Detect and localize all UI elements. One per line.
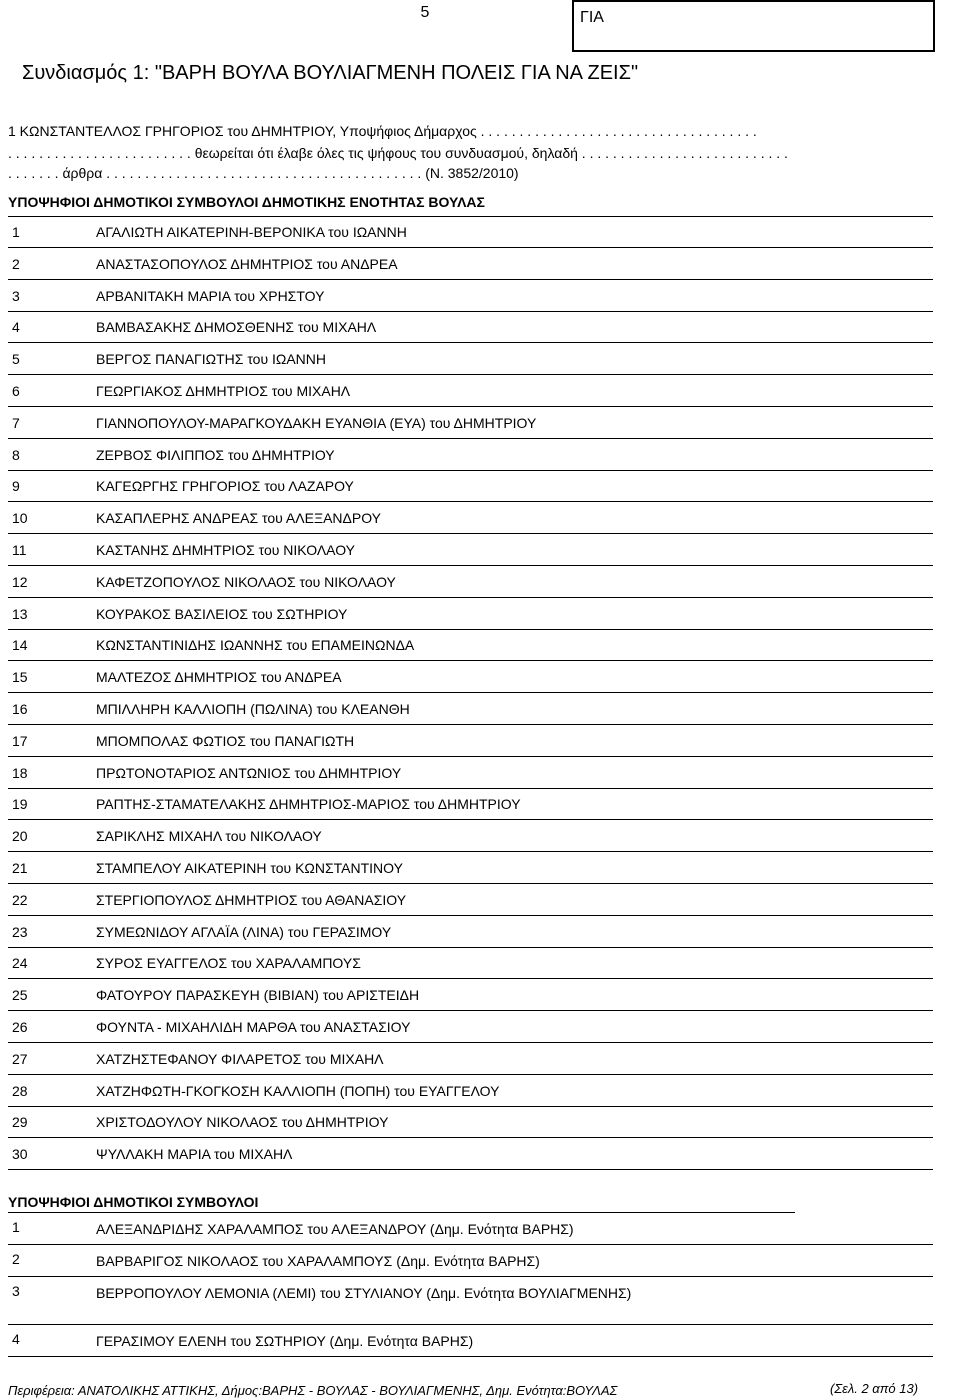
candidate-row: [8, 1138, 933, 1170]
candidate-row: [8, 470, 933, 502]
candidate-number: 2: [12, 255, 20, 272]
candidate-name: ΑΛΕΞΑΝΔΡΙΔΗΣ ΧΑΡΑΛΑΜΠΟΣ του ΑΛΕΞΑΝΔΡΟΥ (Δημ. Ενότητα ΒΑΡΗΣ): [96, 1221, 574, 1237]
candidate-number: 20: [12, 828, 28, 845]
candidate-name: ΦΑΤΟΥΡΟΥ ΠΑΡΑΣΚΕΥΗ (ΒΙΒΙΑΝ) του ΑΡΙΣΤΕΙΔΗ: [96, 987, 420, 1004]
candidate-number: 26: [12, 1019, 28, 1035]
candidate-number: 16: [12, 701, 28, 717]
candidate-name: ΣΤΕΡΓΙΟΠΟΥΛΟΣ ΔΗΜΗΤΡΙΟΣ του ΑΘΑΝΑΣΙΟΥ: [96, 891, 407, 908]
candidate-name: ΒΕΡΡΟΠΟΥΛΟΥ ΛΕΜΟΝΙΑ (ΛΕΜΙ) του ΣΤΥΛΙΑΝΟΥ (Δημ. Ενότητα ΒΟΥΛΙΑΓΜΕΝΗΣ): [96, 1285, 632, 1301]
candidate-name: ΨΥΛΛΑΚΗ ΜΑΡΙΑ του ΜΙΧΑΗΛ: [96, 1146, 293, 1163]
candidate-name: ΣΥΜΕΩΝΙΔΟΥ ΑΓΛΑΪΑ (ΛΙΝΑ) του ΓΕΡΑΣΙΜΟΥ: [96, 923, 392, 940]
candidate-name: ΚΑΣΤΑΝΗΣ ΔΗΜΗΤΡΙΟΣ του ΝΙΚΟΛΑΟΥ: [96, 542, 355, 558]
candidate-row: [8, 757, 933, 789]
candidate-row: [8, 280, 933, 312]
candidate-number: 1: [12, 224, 20, 240]
candidate-name: ΣΥΡΟΣ ΕΥΑΓΓΕΛΟΣ του ΧΑΡΑΛΑΜΠΟΥΣ: [96, 955, 361, 972]
candidate-number: 6: [12, 383, 20, 399]
candidate-number: 4: [12, 1331, 20, 1347]
candidate-row: [8, 693, 933, 725]
candidate-number: 27: [12, 1050, 28, 1067]
candidate-row: [8, 1075, 933, 1107]
candidate-name: ΚΟΥΡΑΚΟΣ ΒΑΣΙΛΕΙΟΣ του ΣΩΤΗΡΙΟΥ: [96, 605, 348, 622]
candidate-number: 4: [12, 319, 20, 336]
candidate-row: [8, 375, 933, 407]
mayor-article-line: . . . . . . . άρθρα . . . . . . . . . . . . . . . . . . . . . . . . . . . . . . . . . . . . . . . . . (Ν. 3852/2010): [8, 165, 519, 181]
candidate-row: [8, 1277, 933, 1325]
candidate-name: ΖΕΡΒΟΣ ΦΙΛΙΠΠΟΣ του ΔΗΜΗΤΡΙΟΥ: [96, 446, 335, 463]
candidate-row: [8, 1325, 933, 1357]
candidate-name: ΒΕΡΓΟΣ ΠΑΝΑΓΙΩΤΗΣ του ΙΩΑΝΝΗ: [96, 351, 327, 368]
candidate-number: 7: [12, 414, 20, 431]
candidate-row: [8, 788, 933, 820]
candidate-name: ΧΑΤΖΗΦΩΤΗ-ΓΚΟΓΚΟΣΗ ΚΑΛΛΙΟΠΗ (ΠΟΠΗ) του ΕΥΑΓΓΕΛΟΥ: [96, 1082, 500, 1099]
candidate-number: 29: [12, 1114, 28, 1131]
candidate-number: 24: [12, 955, 28, 972]
candidate-name: ΒΑΜΒΑΣΑΚΗΣ ΔΗΜΟΣΘΕΝΗΣ του ΜΙΧΑΗΛ: [96, 319, 377, 336]
candidate-row: [8, 439, 933, 471]
candidate-number: 23: [12, 923, 28, 940]
footer-page-number: (Σελ. 2 από 13): [830, 1381, 919, 1396]
candidate-name: ΒΑΡΒΑΡΙΓΟΣ ΝΙΚΟΛΑΟΣ του ΧΑΡΑΛΑΜΠΟΥΣ (Δημ. Ενότητα ΒΑΡΗΣ): [96, 1253, 540, 1269]
candidate-row: [8, 852, 933, 884]
candidate-name: ΓΙΑΝΝΟΠΟΥΛΟΥ-ΜΑΡΑΓΚΟΥΔΑΚΗ ΕΥΑΝΘΙΑ (ΕΥΑ) του ΔΗΜΗΤΡΙΟΥ: [96, 414, 537, 431]
candidate-row: [8, 1245, 933, 1277]
candidate-row: [8, 979, 933, 1011]
candidate-row: [8, 820, 933, 852]
page-number: 5: [420, 4, 430, 21]
candidate-name: ΚΑΦΕΤΖΟΠΟΥΛΟΣ ΝΙΚΟΛΑΟΣ του ΝΙΚΟΛΑΟΥ: [96, 573, 396, 590]
candidate-row: [8, 407, 933, 439]
candidate-number: 22: [12, 891, 28, 908]
candidate-row: [8, 916, 933, 948]
candidate-number: 9: [12, 478, 20, 495]
candidate-number: 15: [12, 669, 28, 686]
candidate-row: [8, 248, 933, 280]
candidate-number: 11: [12, 542, 27, 558]
candidate-number: 28: [12, 1082, 28, 1099]
candidate-row: [8, 1106, 933, 1138]
candidate-name: ΑΝΑΣΤΑΣΟΠΟΥΛΟΣ ΔΗΜΗΤΡΙΟΣ του ΑΝΔΡΕΑ: [96, 255, 398, 272]
candidate-row: [8, 725, 933, 757]
candidate-row: [8, 311, 933, 343]
row-divider: [8, 1169, 933, 1170]
candidate-number: 25: [12, 987, 28, 1004]
candidate-number: 1: [12, 1219, 20, 1235]
candidate-name: ΣΑΡΙΚΛΗΣ ΜΙΧΑΗΛ του ΝΙΚΟΛΑΟΥ: [96, 828, 322, 845]
candidate-number: 17: [12, 732, 28, 749]
candidate-name: ΜΠΙΛΛΗΡΗ ΚΑΛΛΙΟΠΗ (ΠΩΛΙΝΑ) του ΚΛΕΑΝΘΗ: [96, 701, 410, 717]
mayor-line: 1 ΚΩΝΣΤΑΝΤΕΛΛΟΣ ΓΡΗΓΟΡΙΟΣ του ΔΗΜΗΤΡΙΟΥ, Υποψήφιος Δήμαρχος . . . . . . . . . . . . . . . . . . . . . . . . . . . . . . . . . . . .: [8, 123, 757, 139]
candidate-number: 13: [12, 605, 28, 622]
candidate-name: ΦΟΥΝΤΑ - ΜΙΧΑΗΛΙΔΗ ΜΑΡΘΑ του ΑΝΑΣΤΑΣΙΟΥ: [96, 1019, 411, 1035]
candidate-name: ΚΑΣΑΠΛΕΡΗΣ ΑΝΔΡΕΑΣ του ΑΛΕΞΑΝΔΡΟΥ: [96, 510, 381, 527]
candidate-row: [8, 629, 933, 661]
candidate-number: 14: [12, 637, 28, 654]
candidate-row: [8, 343, 933, 375]
stamp-text: ΓΙΑ: [580, 9, 604, 26]
candidate-name: ΜΑΛΤΕΖΟΣ ΔΗΜΗΤΡΙΟΣ του ΑΝΔΡΕΑ: [96, 669, 342, 686]
candidate-name: ΚΩΝΣΤΑΝΤΙΝΙΔΗΣ ΙΩΑΝΝΗΣ του ΕΠΑΜΕΙΝΩΝΔΑ: [96, 637, 415, 654]
candidate-row: [8, 598, 933, 630]
footer-region: Περιφέρεια: ΑΝΑΤΟΛΙΚΗΣ ΑΤΤΙΚΗΣ, Δήμος:ΒΑΡΗΣ - ΒΟΥΛΑΣ - ΒΟΥΛΙΑΓΜΕΝΗΣ, Δημ. Ενότητα:ΒΟΥΛΑΣ: [8, 1383, 618, 1398]
row-divider: [8, 1356, 933, 1357]
stamp-box: [572, 0, 935, 52]
candidate-row: [8, 661, 933, 693]
candidate-number: 5: [12, 351, 20, 368]
candidate-number: 3: [12, 1283, 20, 1299]
candidate-name: ΧΡΙΣΤΟΔΟΥΛΟΥ ΝΙΚΟΛΑΟΣ του ΔΗΜΗΤΡΙΟΥ: [96, 1114, 389, 1131]
candidate-name: ΧΑΤΖΗΣΤΕΦΑΝΟΥ ΦΙΛΑΡΕΤΟΣ του ΜΙΧΑΗΛ: [96, 1050, 384, 1067]
candidate-name: ΚΑΓΕΩΡΓΗΣ ΓΡΗΓΟΡΙΟΣ του ΛΑΖΑΡΟΥ: [96, 478, 354, 495]
candidate-name: ΜΠΟΜΠΟΛΑΣ ΦΩΤΙΟΣ του ΠΑΝΑΓΙΩΤΗ: [96, 732, 355, 749]
candidate-name: ΑΓΑΛΙΩΤΗ ΑΙΚΑΤΕΡΙΝΗ-ΒΕΡΟΝΙΚΑ του ΙΩΑΝΝΗ: [96, 224, 407, 240]
coalition-title: Συνδιασμός 1: "ΒΑΡΗ ΒΟΥΛΑ ΒΟΥΛΙΑΓΜΕΝΗ ΠΟΛΕΙΣ ΓΙΑ ΝΑ ΖΕΙΣ": [22, 62, 639, 84]
section-title-voula: ΥΠΟΨΗΦΙΟΙ ΔΗΜΟΤΙΚΟΙ ΣΥΜΒΟΥΛΟΙ ΔΗΜΟΤΙΚΗΣ ΕΝΟΤΗΤΑΣ ΒΟΥΛΑΣ: [8, 194, 485, 210]
candidate-number: 19: [12, 796, 28, 813]
candidate-row: [8, 1043, 933, 1075]
candidate-name: ΡΑΠΤΗΣ-ΣΤΑΜΑΤΕΛΑΚΗΣ ΔΗΜΗΤΡΙΟΣ-ΜΑΡΙΟΣ του ΔΗΜΗΤΡΙΟΥ: [96, 796, 521, 813]
mayor-note-line: . . . . . . . . . . . . . . . . . . . . . . . . θεωρείται ότι έλαβε όλες τις ψήφους του συνδυασμού, δηλαδή . . . . . . . . . . . . . . . . . . . . . . . . . . .: [8, 145, 788, 161]
candidate-number: 2: [12, 1251, 20, 1267]
candidate-name: ΣΤΑΜΠΕΛΟΥ ΑΙΚΑΤΕΡΙΝΗ του ΚΩΝΣΤΑΝΤΙΝΟΥ: [96, 860, 403, 876]
candidate-number: 3: [12, 287, 20, 304]
candidate-name: ΓΕΡΑΣΙΜΟΥ ΕΛΕΝΗ του ΣΩΤΗΡΙΟΥ (Δημ. Ενότητα ΒΑΡΗΣ): [96, 1333, 474, 1349]
candidate-name: ΠΡΩΤΟΝΟΤΑΡΙΟΣ ΑΝΤΩΝΙΟΣ του ΔΗΜΗΤΡΙΟΥ: [96, 764, 402, 781]
candidate-row: [8, 566, 933, 598]
candidate-name: ΑΡΒΑΝΙΤΑΚΗ ΜΑΡΙΑ του ΧΡΗΣΤΟΥ: [96, 287, 325, 304]
candidate-row: [8, 884, 933, 916]
section-title-general: ΥΠΟΨΗΦΙΟΙ ΔΗΜΟΤΙΚΟΙ ΣΥΜΒΟΥΛΟΙ: [8, 1194, 259, 1210]
candidate-number: 21: [12, 860, 28, 876]
candidate-row: [8, 502, 933, 534]
candidate-name: ΓΕΩΡΓΙΑΚΟΣ ΔΗΜΗΤΡΙΟΣ του ΜΙΧΑΗΛ: [96, 383, 351, 399]
candidate-number: 10: [12, 510, 28, 527]
candidate-row: [8, 1213, 933, 1245]
candidate-row: [8, 216, 933, 248]
candidate-row: [8, 1011, 933, 1043]
candidate-number: 18: [12, 764, 28, 781]
candidate-number: 30: [12, 1146, 28, 1163]
candidate-number: 8: [12, 446, 20, 463]
candidate-number: 12: [12, 573, 28, 590]
candidate-row: [8, 534, 933, 566]
candidate-row: [8, 947, 933, 979]
